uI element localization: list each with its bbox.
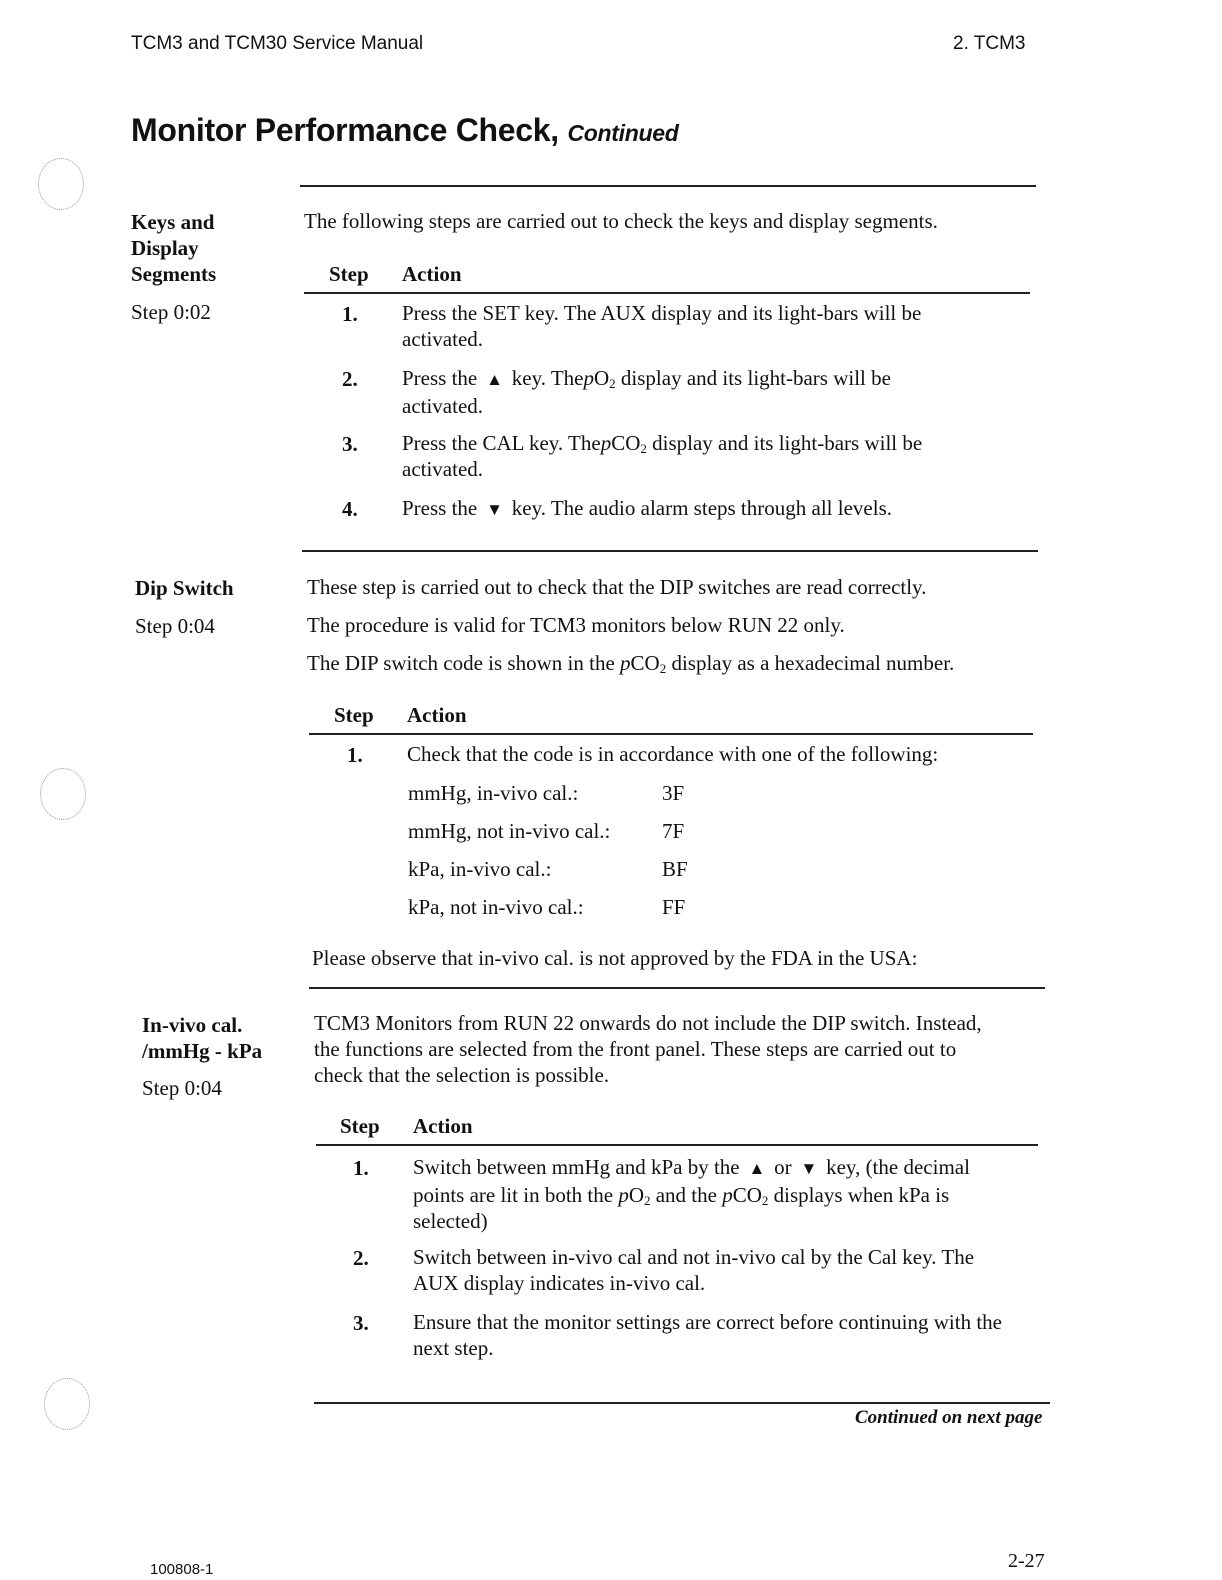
page-number: 2-27 bbox=[1008, 1550, 1045, 1572]
dip-table-rule bbox=[309, 733, 1033, 735]
invivo-row-3-number: 3. bbox=[353, 1311, 369, 1335]
down-triangle-icon: ▼ bbox=[486, 500, 503, 519]
dip-col-step: Step bbox=[334, 703, 374, 727]
section-rule-keys bbox=[300, 185, 1036, 187]
keys-row-3-number: 3. bbox=[342, 432, 358, 456]
document-number: 100808-1 bbox=[150, 1561, 214, 1578]
dip-row-1-text: Check that the code is in accordance with one of the following: bbox=[407, 742, 939, 766]
running-header-right: 2. TCM3 bbox=[953, 33, 1026, 54]
keys-section-intro: The following steps are carried out to check the keys and display segments. bbox=[304, 209, 938, 233]
continued-on-next-page: Continued on next page bbox=[855, 1407, 1043, 1428]
keys-row-1-text: Press the SET key. The AUX display and its light-bars will be activated. bbox=[402, 301, 922, 351]
invivo-row-2-text: Switch between in-vivo cal and not in-vivo cal by the Cal key. The AUX display indicates in-vivo cal. bbox=[413, 1245, 975, 1295]
dip-code-label-2: mmHg, not in-vivo cal.: bbox=[408, 819, 611, 843]
invivo-section-step: Step 0:04 bbox=[142, 1076, 222, 1100]
dip-row-1-number: 1. bbox=[347, 743, 363, 767]
binder-hole-middle bbox=[40, 768, 86, 820]
invivo-col-action: Action bbox=[413, 1114, 473, 1138]
running-header-left: TCM3 and TCM30 Service Manual bbox=[131, 33, 424, 54]
binder-hole-top bbox=[38, 158, 84, 210]
page-title bbox=[131, 112, 678, 149]
invivo-row-3-text: Ensure that the monitor settings are correct before continuing with the next step. bbox=[413, 1310, 1002, 1360]
invivo-row-1-text: Switch between mmHg and kPa by the ▲ or ▼ key, (the decimal points are lit in both the $pO_2$ and the pCO$_2$ displays when kPa is selected) bbox=[413, 1155, 970, 1233]
keys-row-3-text: Press the CAL key. ThepCO$_2$ display and its light-bars will be activated. bbox=[402, 431, 923, 481]
binder-hole-bottom bbox=[44, 1378, 90, 1430]
keys-row-2-number: 2. bbox=[342, 367, 358, 391]
dip-para-2: The procedure is valid for TCM3 monitors below RUN 22 only. bbox=[307, 613, 845, 637]
invivo-row-1-number: 1. bbox=[353, 1156, 369, 1180]
dip-code-label-1: mmHg, in-vivo cal.: bbox=[408, 781, 579, 805]
keys-row-4-text: Press the ▼ key. The audio alarm steps through all levels. bbox=[402, 495, 892, 523]
dip-section-heading: Dip Switch bbox=[135, 576, 234, 600]
up-triangle-icon: ▲ bbox=[486, 370, 503, 389]
keys-row-1-number: 1. bbox=[342, 302, 358, 326]
footer-rule bbox=[314, 1402, 1050, 1404]
keys-row-2-text: Press the ▲ key. ThepO$_2$ display and its light-bars will be activated. bbox=[402, 366, 891, 418]
dip-code-label-3: kPa, in-vivo cal.: bbox=[408, 857, 552, 881]
dip-fda-note: Please observe that in-vivo cal. is not approved by the FDA in the USA: bbox=[312, 946, 918, 970]
keys-col-step: Step bbox=[329, 262, 369, 286]
section-rule-dip bbox=[302, 550, 1038, 552]
page-title-continued: Continued bbox=[567, 120, 679, 146]
dip-code-value-4: FF bbox=[662, 895, 686, 919]
section-rule-invivo bbox=[309, 987, 1045, 989]
keys-col-action: Action bbox=[402, 262, 462, 286]
invivo-row-2-number: 2. bbox=[353, 1246, 369, 1270]
down-triangle-icon: ▼ bbox=[800, 1159, 818, 1178]
dip-col-action: Action bbox=[407, 703, 467, 727]
keys-table-rule bbox=[304, 292, 1030, 294]
dip-code-value-2: 7F bbox=[662, 819, 685, 843]
keys-section-step: Step 0:02 bbox=[131, 300, 211, 324]
invivo-col-step: Step bbox=[340, 1114, 380, 1138]
dip-code-label-4: kPa, not in-vivo cal.: bbox=[408, 895, 584, 919]
keys-section-heading: Keys and Display Segments bbox=[131, 210, 217, 286]
dip-code-value-3: BF bbox=[662, 857, 688, 881]
dip-section-step: Step 0:04 bbox=[135, 614, 215, 638]
dip-code-value-1: 3F bbox=[662, 781, 685, 805]
page-title-main: Monitor Performance Check, bbox=[131, 112, 559, 148]
dip-para-1: These step is carried out to check that the DIP switches are read correctly. bbox=[307, 575, 927, 599]
invivo-section-heading: In-vivo cal. /mmHg - kPa bbox=[142, 1013, 263, 1063]
invivo-intro: TCM3 Monitors from RUN 22 onwards do not include the DIP switch. Instead, the functions are selected from the front panel. These steps are carried out to check that the selection is possible. bbox=[314, 1011, 982, 1087]
up-triangle-icon: ▲ bbox=[748, 1159, 766, 1178]
invivo-table-rule bbox=[316, 1144, 1038, 1146]
dip-para-3: The DIP switch code is shown in the pCO$_2$ display as a hexadecimal number. bbox=[307, 651, 955, 676]
keys-row-4-number: 4. bbox=[342, 497, 358, 521]
